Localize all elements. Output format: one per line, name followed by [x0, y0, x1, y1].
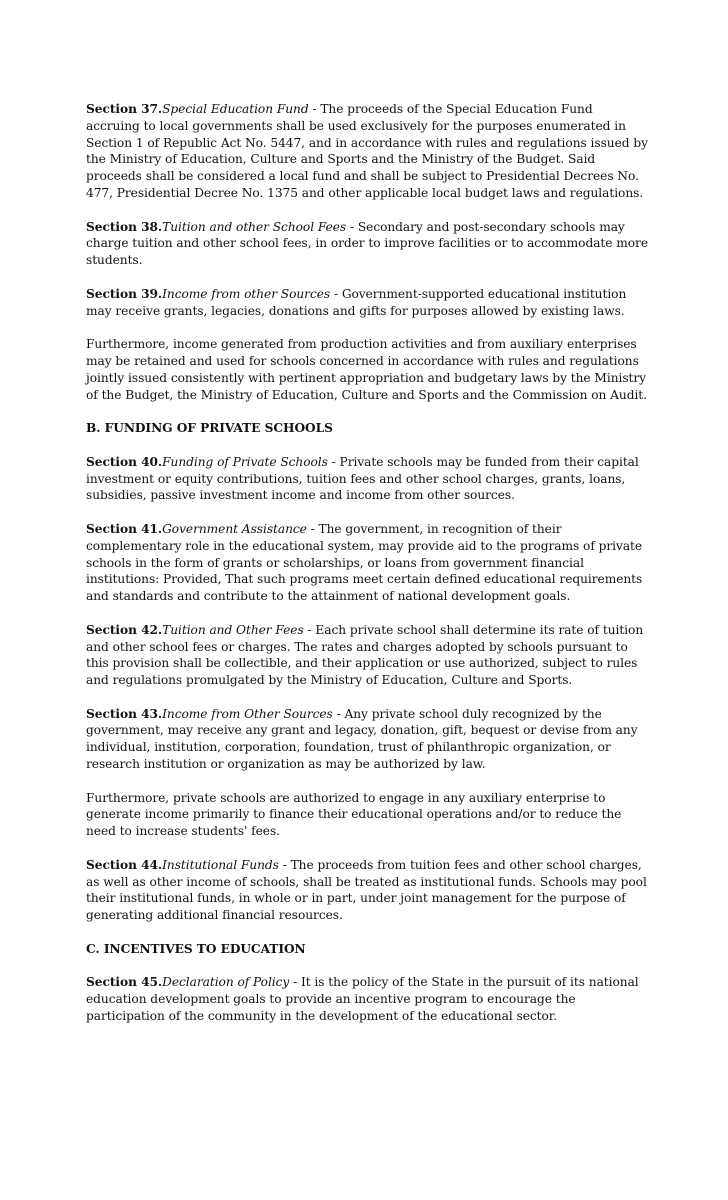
section-body: - Private schools may be funded from their capital investment or equity contributions, tuition fees and other school charges, grants, loans, subsidies, passive investment income and income from other sources. [86, 454, 639, 503]
section-title: Tuition and Other Fees [162, 622, 304, 637]
section-44 [86, 857, 648, 924]
section-body: - The proceeds from tuition fees and other school charges, as well as other income of schools, shall be treated as institutional funds. Schools may pool their institutional funds, in whole or in part, under joint management for the purpose of generating additional financial resources. [86, 857, 647, 923]
section-37 [86, 101, 648, 202]
section-number: Section 45. [86, 975, 163, 990]
section-title: Declaration of Policy [162, 975, 290, 990]
section-body: - Secondary and post-secondary schools may charge tuition and other school fees, in order to improve facilities or to accommodate more students. [86, 219, 648, 268]
section-45 [86, 974, 648, 1024]
section-title: Special Education Fund [162, 102, 309, 116]
section-title: Government Assistance [162, 521, 307, 536]
section-body: - It is the policy of the State in the pursuit of its national education development goals to provide an incentive program to encourage the participation of the community in the development of the educational sector. [86, 975, 639, 1024]
section-40 [86, 454, 648, 504]
section-title: Tuition and other School Fees [162, 219, 347, 234]
section-title: Income from Other Sources [162, 706, 333, 721]
section-number: Section 39. [86, 286, 163, 301]
section-number: Section 37. [86, 102, 163, 116]
section-number: Section 38. [86, 219, 163, 234]
section-body: - The proceeds of the Special Education Fund accruing to local governments shall be used exclusively for the purposes enumerated in Section 1 of Republic Act No. 5447, and in accordance with rules and regulations issued by the Ministry of Education, Culture and Sports and the Ministry of the Budget. Said proceeds shall be considered a local fund and shall be subject to Presidential Decrees No. 477, Presidential Decree No. 1375 and other applicable local budget laws and regulations. [86, 102, 648, 200]
heading-funding-private-schools: B. FUNDING OF PRIVATE SCHOOLS [86, 421, 333, 436]
section-body: - The government, in recognition of their complementary role in the educational system, may provide aid to the programs of private schools in the form of grants or scholarships, or loans from government financial institutions: Provided, That such programs meet certain defined educational requirements and standards and contribute to the attainment of national development goals. [86, 521, 643, 604]
section-41 [86, 521, 648, 605]
section-42 [86, 622, 648, 689]
section-title: Funding of Private Schools [162, 454, 328, 469]
paragraph-auxiliary-enterprise: Furthermore, private schools are authorized to engage in any auxiliary enterprise to generate income primarily to finance their educational operations and/or to reduce the need to increase students' fees. [86, 790, 622, 839]
section-body: - Each private school shall determine its rate of tuition and other school fees or charges. The rates and charges adopted by schools pursuant to this provision shall be collectible, and their application or use authorized, subject to rules and regulations promulgated by the Ministry of Education, Culture and Sports. [86, 622, 644, 688]
section-38 [86, 219, 648, 269]
section-number: Section 42. [86, 622, 163, 637]
section-number: Section 41. [86, 521, 163, 536]
heading-incentives-to-education: C. INCENTIVES TO EDUCATION [86, 941, 306, 956]
section-number: Section 43. [86, 706, 163, 721]
section-43 [86, 706, 648, 773]
section-body: - Government-supported educational institution may receive grants, legacies, donations and gifts for purposes allowed by existing laws. [86, 286, 627, 318]
section-number: Section 44. [86, 857, 163, 872]
section-title: Institutional Funds [162, 857, 279, 872]
section-39 [86, 286, 648, 320]
section-title: Income from other Sources [162, 286, 331, 301]
section-body: - Any private school duly recognized by the government, may receive any grant and legacy, donation, gift, bequest or devise from any individual, institution, corporation, foundation, trust of philanthropic organization, or research institution or organization as may be authorized by law. [86, 706, 638, 772]
section-number: Section 40. [86, 454, 163, 469]
paragraph-auxiliary-income: Furthermore, income generated from production activities and from auxiliary enterprises may be retained and used for schools concerned in accordance with rules and regulations jointly issued consistently with pertinent appropriation and budgetary laws by the Ministry of the Budget, the Ministry of Education, Culture and Sports and the Commission on Audit. [86, 337, 647, 402]
